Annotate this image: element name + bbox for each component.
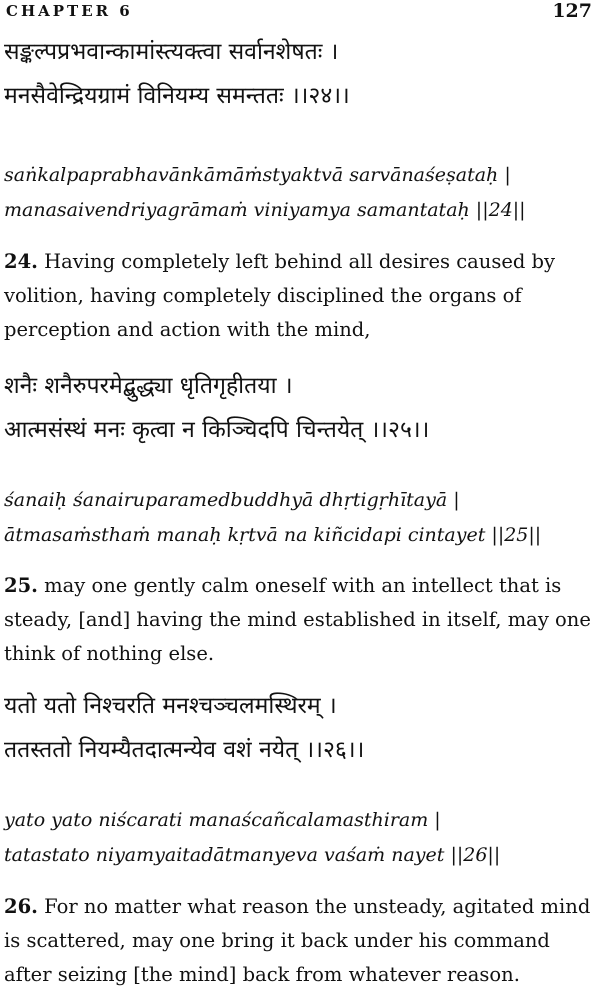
verse-25-translation <box>4 569 594 671</box>
page-number: 127 <box>552 0 592 22</box>
devanagari-line: सङ्कल्पप्रभवान्कामांस्त्यक्त्वा सर्वानशेषतः । <box>4 39 339 65</box>
devanagari-line: शनैः शनैरुपरमेद्बुद्ध्या धृतिगृहीतया । <box>4 373 293 399</box>
transliteration-line: yato yato niścarati manaścañcalamasthiram | <box>4 809 441 831</box>
translation-line: think of nothing else. <box>4 642 215 665</box>
translation-line: may one gently calm oneself with an intellect that is <box>44 574 562 597</box>
verse-24-translation <box>4 245 594 347</box>
devanagari-line: आत्मसंस्थं मनः कृत्वा न किञ्चिदपि चिन्तयेत् ।।२५।। <box>4 417 430 443</box>
devanagari-line: मनसैवेन्द्रियग्रामं विनियम्य समन्ततः ।।२४।। <box>4 83 350 109</box>
transliteration-line: saṅkalpaprabhavānkāmāṁstyaktvā sarvānaśeṣataḥ | <box>4 164 511 186</box>
translation-line: For no matter what reason the unsteady, agitated mind <box>44 895 591 918</box>
transliteration-line: tatastato niyamyaitadātmanyeva vaśaṁ nayet ||26|| <box>4 844 501 866</box>
verse-25-devanagari <box>4 364 594 452</box>
verse-26-devanagari <box>4 684 594 772</box>
verse-24-transliteration <box>4 158 594 228</box>
verse-number: 24. <box>4 250 38 273</box>
translation-line: Having completely left behind all desires caused by <box>44 250 556 273</box>
verse-26-transliteration <box>4 803 594 873</box>
transliteration-line: manasaivendriyagrāmaṁ viniyamya samantataḥ ||24|| <box>4 199 526 221</box>
verse-number: 25. <box>4 574 38 597</box>
translation-line: is scattered, may one bring it back under his command <box>4 929 550 952</box>
translation-line: steady, [and] having the mind established in itself, may one <box>4 608 591 631</box>
verse-24-devanagari <box>4 30 594 118</box>
transliteration-line: ātmasaṁsthaṁ manaḥ kṛtvā na kiñcidapi cintayet ||25|| <box>4 524 542 546</box>
verse-25-transliteration <box>4 483 594 553</box>
translation-line: perception and action with the mind, <box>4 318 371 341</box>
devanagari-line: यतो यतो निश्चरति मनश्चञ्चलमस्थिरम् । <box>4 693 337 719</box>
verse-number: 26. <box>4 895 38 918</box>
verse-26-translation <box>4 890 594 992</box>
translation-line: after seizing [the mind] back from whatever reason. <box>4 963 520 986</box>
devanagari-line: ततस्ततो नियम्यैतदात्मन्येव वशं नयेत् ।।२६।। <box>4 737 365 763</box>
page-header <box>6 0 592 24</box>
chapter-title: CHAPTER 6 <box>6 2 133 20</box>
translation-line: volition, having completely disciplined the organs of <box>4 284 522 307</box>
transliteration-line: śanaiḥ śanairuparamedbuddhyā dhṛtigṛhītayā | <box>4 489 460 511</box>
